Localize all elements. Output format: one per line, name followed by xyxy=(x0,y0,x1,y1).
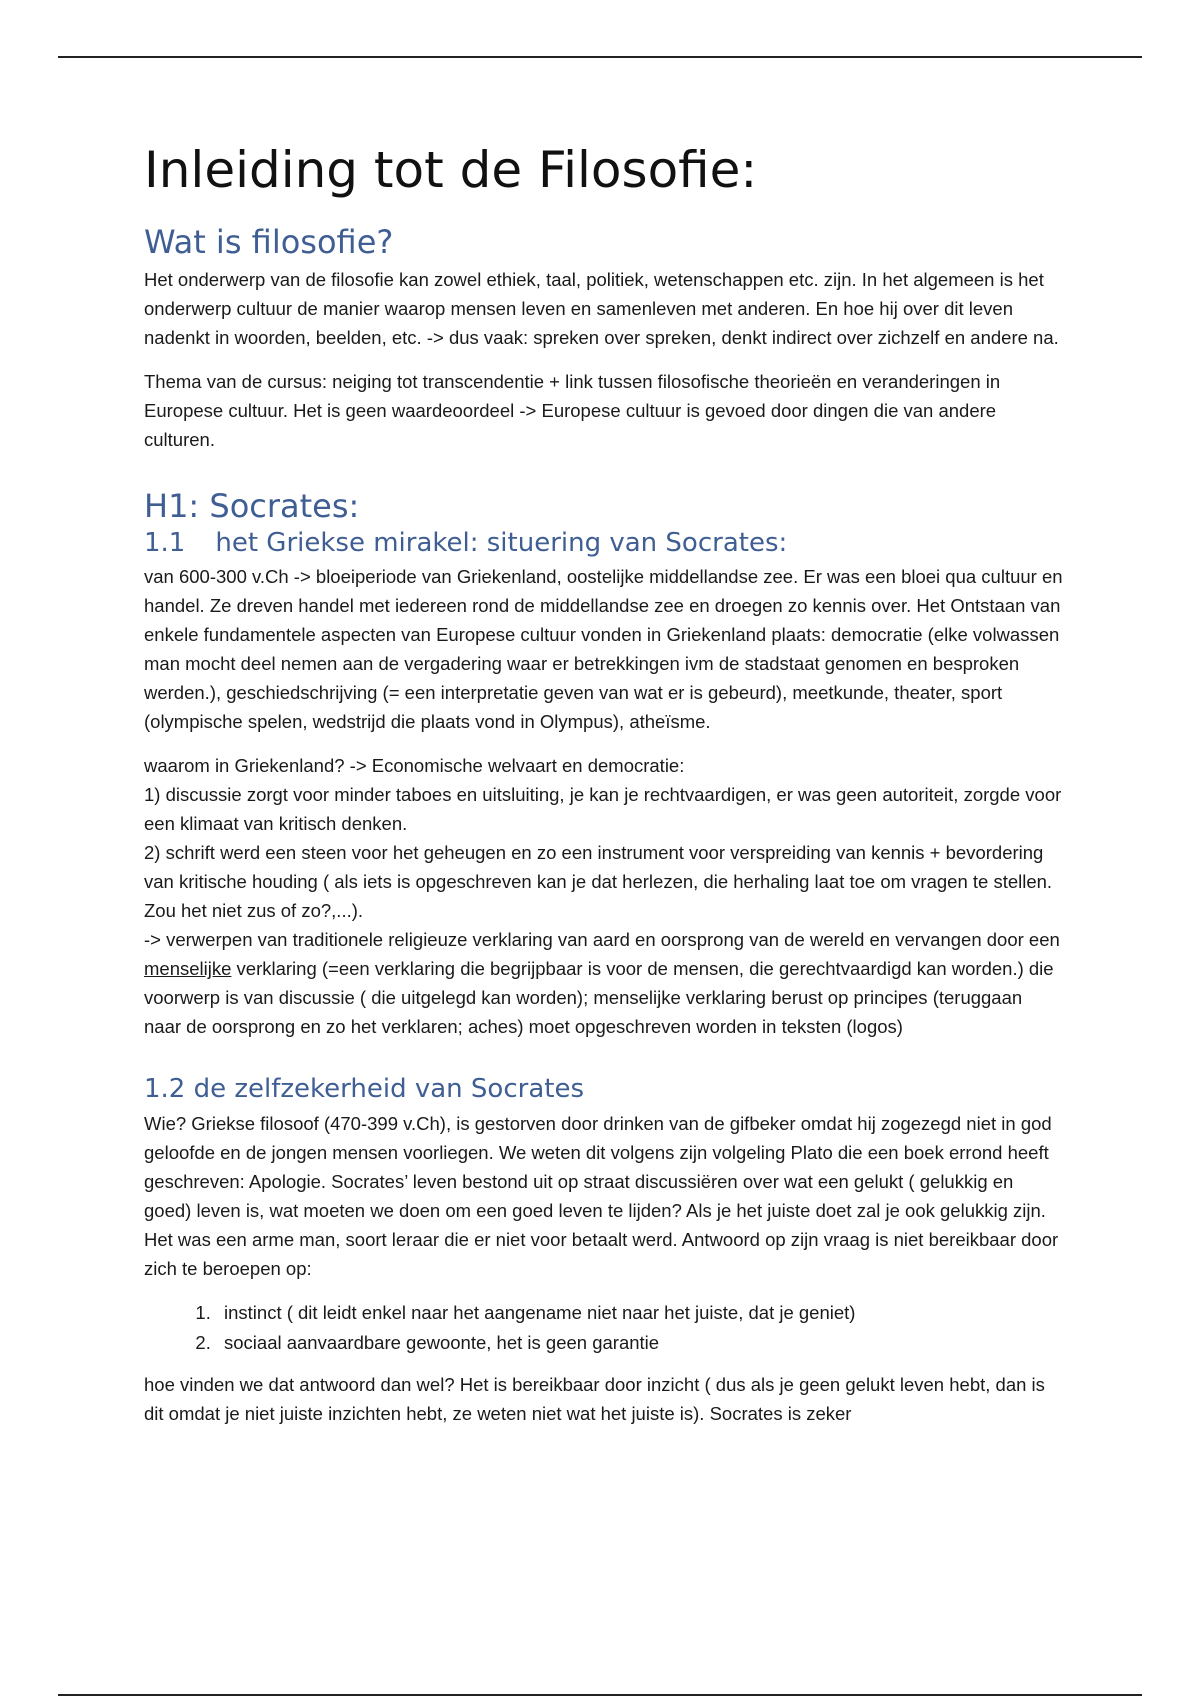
header-rule xyxy=(58,56,1142,58)
underlined-word: menselijke xyxy=(144,958,232,980)
paragraph: Wie? Griekse filosoof (470-399 v.Ch), is gestorven door drinken van de gifbeker omdat hij zogezegd niet in god geloofde en de jongen mensen voorliegen. We weten dit volgens zijn volgeling Plato die een boek errond heeft geschreven: Apologie. Socrates’ leven bestond uit op straat discussiëren over wat een gelukt ( gelukkig en goed) leven is, wat moeten we doen om een goed leven te lijden? Als je het juiste doet zal je ook gelukkig zijn. Het was een arme man, soort leraar die er niet voor betaalt werd. Antwoord op zijn vraag is niet bereikbaar door zich te beroepen op: xyxy=(144,1113,1059,1280)
paragraph-line: 2) schrift werd een steen voor het geheugen en zo een instrument voor verspreiding van kennis + bevordering van kritische houding ( als iets is opgeschreven kan je dat herlezen, die herhaling laat toe om vragen te stellen. Zou het niet zus of zo?,...). xyxy=(144,842,1053,922)
heading-section-1-2: 1.2 de zelfzekerheid van Socrates xyxy=(144,1074,584,1105)
paragraph-line: 1) discussie zorgt voor minder taboes en uitsluiting, je kan je rechtvaardigen, er was geen autoriteit, zorgde voor een klimaat van kritisch denken. xyxy=(144,784,1062,835)
section-title: het Griekse mirakel: situering van Socrates: xyxy=(215,527,788,558)
paragraph xyxy=(144,751,1064,1041)
paragraph: Thema van de cursus: neiging tot transcendentie + link tussen filosofische theorieën en veranderingen in Europese cultuur. Het is geen waardeoordeel -> Europese cultuur is gevoed door dingen die van andere culturen. xyxy=(144,370,1001,450)
footer-rule xyxy=(58,1694,1142,1696)
section-number: 1.1 xyxy=(144,527,186,558)
list-item: 1. instinct ( dit leidt enkel naar het aangename niet naar het juiste, dat je geniet) xyxy=(216,1298,1064,1328)
heading-wat-is-filosofie: Wat is filosofie? xyxy=(144,223,394,261)
paragraph-line: waarom in Griekenland? -> Economische welvaart en democratie: xyxy=(144,755,685,777)
heading-chapter-1: H1: Socrates: xyxy=(144,486,360,525)
paragraph: Het onderwerp van de filosofie kan zowel ethiek, taal, politiek, wetenschappen etc. zijn. In het algemeen is het onderwerp cultuur de manier waarop mensen leven en samenleven met anderen. En hoe hij over dit leven nadenkt in woorden, beelden, etc. -> dus vaak: spreken over spreken, denkt indirect over zichzelf en andere na. xyxy=(144,268,1059,348)
document-title: Inleiding tot de Filosofie: xyxy=(144,141,758,199)
paragraph: van 600-300 v.Ch -> bloeiperiode van Griekenland, oostelijke middellandse zee. Er was een bloei qua cultuur en handel. Ze dreven handel met iedereen rond de middellandse zee en droegen zo kennis over. Het Ontstaan van enkele fundamentele aspecten van Europese cultuur vonden in Griekenland plaats: democratie (elke volwassen man mocht deel nemen aan de vergadering waar er betrekkingen ivm de stadstaat genomen en besproken werden.), geschiedschrijving (= een interpretatie geven van wat er is gebeurd), meetkunde, theater, sport (olympische spelen, wedstrijd die plaats vond in Olympus), atheïsme. xyxy=(144,566,1063,733)
document-page xyxy=(144,130,1064,1443)
heading-section-1-1 xyxy=(144,529,1064,559)
list-item: 2. sociaal aanvaardbare gewoonte, het is geen garantie xyxy=(216,1328,1064,1358)
paragraph-line: -> verwerpen van traditionele religieuze verklaring van aard en oorsprong van de wereld en vervangen door een xyxy=(144,929,1060,951)
numbered-list xyxy=(144,1298,1064,1358)
paragraph: hoe vinden we dat antwoord dan wel? Het is bereikbaar door inzicht ( dus als je geen gelukt leven hebt, dan is dit omdat je niet juiste inzichten hebt, ze weten niet wat het juiste is). Socrates is zeker xyxy=(144,1374,1045,1425)
paragraph-line: verklaring (=een verklaring die begrijpbaar is voor de mensen, die gerechtvaardigd kan worden.) die voorwerp is van discussie ( die uitgelegd kan worden); menselijke verklaring berust op principes (teruggaan naar de oorsprong en zo het verklaren; aches) moet opgeschreven worden in teksten (logos) xyxy=(144,958,1054,1038)
